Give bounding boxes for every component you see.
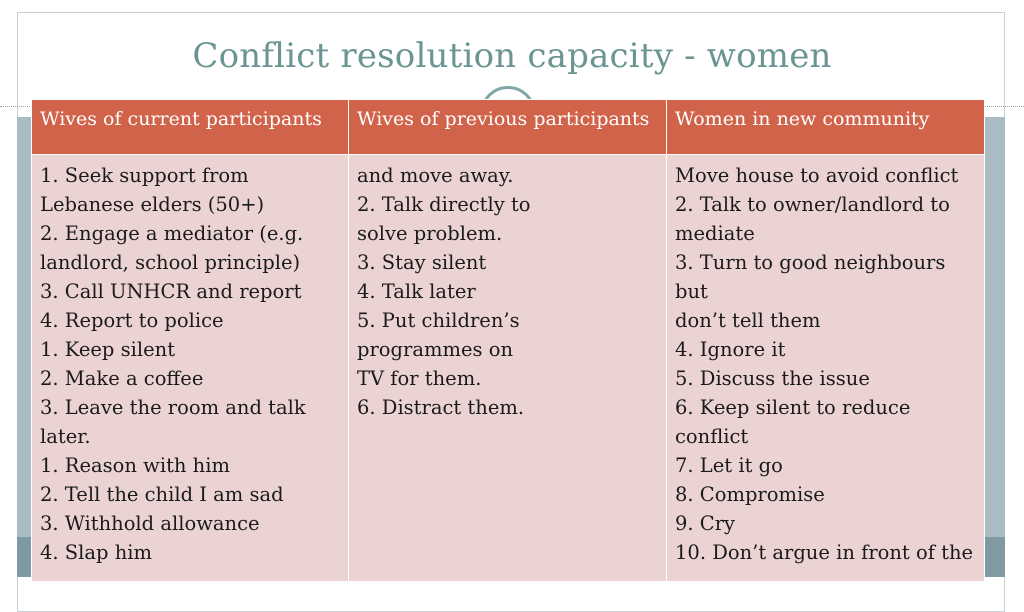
slide-title: Conflict resolution capacity - women xyxy=(192,36,832,76)
list-item: 2. Make a coffee xyxy=(40,367,204,390)
list-item: 2. Tell the child I am sad xyxy=(40,483,284,506)
header-women-new-community: Women in new community xyxy=(667,100,985,155)
list-item: 4. Talk later xyxy=(357,280,476,303)
cell-women-new-community xyxy=(667,155,985,582)
list-item: 2. Engage a mediator (e.g. xyxy=(40,222,304,245)
list-item: Move house to avoid conflict xyxy=(675,164,959,187)
header-wives-previous: Wives of previous participants xyxy=(349,100,667,155)
list-item: 3. Call UNHCR and report xyxy=(40,280,302,303)
list-item: mediate xyxy=(675,222,755,245)
list-item: 1. Keep silent xyxy=(40,338,176,361)
list-item: conflict xyxy=(675,425,749,448)
list-item: 10. Don’t argue in front of the xyxy=(675,541,974,564)
header-wives-current: Wives of current participants xyxy=(32,100,349,155)
list-item: and move away. xyxy=(357,164,514,187)
list-item: 2. Talk to owner/landlord to xyxy=(675,193,950,216)
resolution-table xyxy=(31,99,985,582)
list-item: 4. Slap him xyxy=(40,541,152,564)
list-item: 5. Discuss the issue xyxy=(675,367,870,390)
list-item: 8. Compromise xyxy=(675,483,825,506)
table-row xyxy=(32,155,985,582)
list-item: programmes on xyxy=(357,338,513,361)
list-item: 1. Seek support from xyxy=(40,164,249,187)
list-item: but xyxy=(675,280,708,303)
list-item: 3. Leave the room and talk xyxy=(40,396,306,419)
list-item: 5. Put children’s xyxy=(357,309,520,332)
list-item: 6. Distract them. xyxy=(357,396,525,419)
list-item: landlord, school principle) xyxy=(40,251,301,274)
list-item: 6. Keep silent to reduce xyxy=(675,396,911,419)
list-item: 2. Talk directly to xyxy=(357,193,531,216)
list-item: solve problem. xyxy=(357,222,503,245)
list-item: 4. Ignore it xyxy=(675,338,786,361)
list-item: 1. Reason with him xyxy=(40,454,230,477)
cell-wives-previous xyxy=(349,155,667,582)
list-item: later. xyxy=(40,425,91,448)
list-item: 4. Report to police xyxy=(40,309,224,332)
list-item: don’t tell them xyxy=(675,309,821,332)
list-item: 3. Turn to good neighbours xyxy=(675,251,946,274)
list-item: TV for them. xyxy=(357,367,482,390)
list-item: 7. Let it go xyxy=(675,454,783,477)
list-item: 9. Cry xyxy=(675,512,736,535)
list-item: Lebanese elders (50+) xyxy=(40,193,265,216)
list-item: 3. Stay silent xyxy=(357,251,487,274)
list-item: 3. Withhold allowance xyxy=(40,512,260,535)
table-header-row xyxy=(32,100,985,155)
cell-wives-current xyxy=(32,155,349,582)
